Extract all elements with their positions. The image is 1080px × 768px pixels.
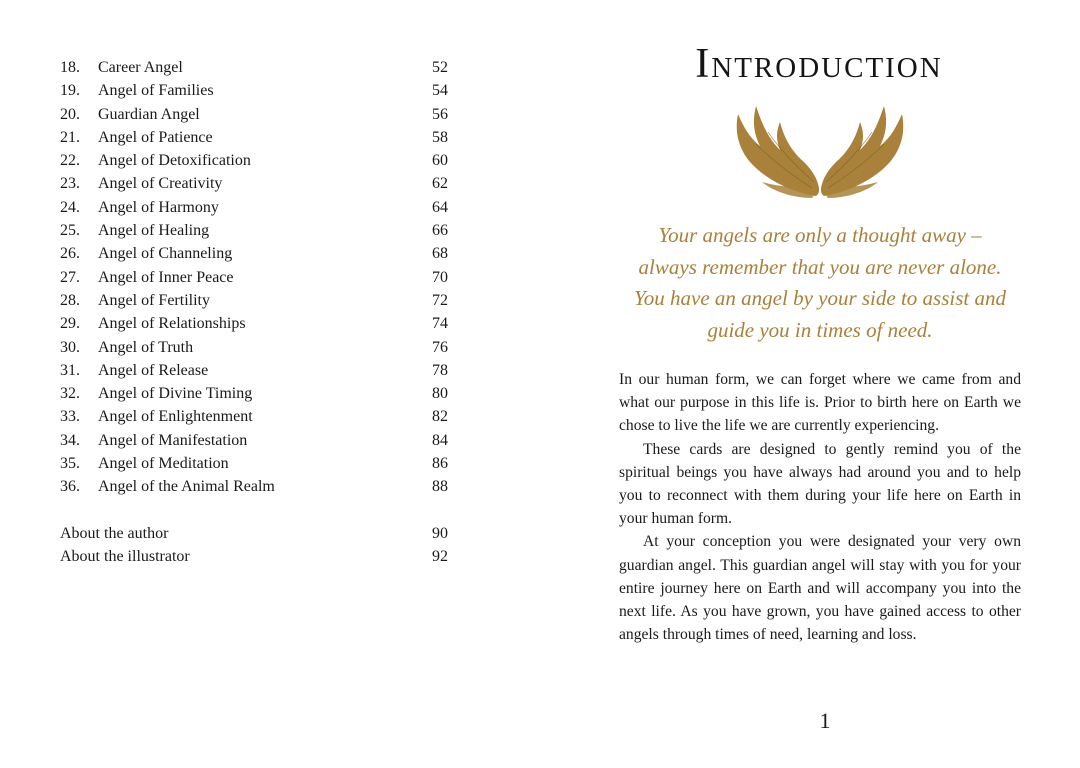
toc-entry xyxy=(60,289,450,312)
toc-entry-title: Angel of Truth xyxy=(98,338,194,356)
epigraph-quote xyxy=(610,220,1030,346)
toc-entry-title: Angel of Patience xyxy=(98,128,213,146)
toc-entry-title: Angel of Fertility xyxy=(98,291,210,309)
toc-entry xyxy=(60,196,450,219)
toc-entry-number: 21. xyxy=(60,128,80,146)
toc-entry-title: Angel of Detoxification xyxy=(98,152,251,170)
toc-entry-number: 26. xyxy=(60,245,80,263)
toc-entry-page: 72 xyxy=(432,291,448,309)
toc-entry-title: Career Angel xyxy=(98,59,183,76)
toc-entry xyxy=(60,312,450,335)
toc-entry-title: Angel of Creativity xyxy=(98,175,223,193)
toc-entry-number: 32. xyxy=(60,385,80,403)
toc-entry xyxy=(60,149,450,172)
toc-entry-number: 33. xyxy=(60,408,80,426)
toc-entry-page: 56 xyxy=(432,105,448,123)
toc-entry-title: Angel of Manifestation xyxy=(98,431,248,449)
toc-entry-title: Angel of Meditation xyxy=(98,455,229,473)
toc-entry-page: 54 xyxy=(432,82,448,100)
toc-entry-number: 22. xyxy=(60,152,80,170)
toc-entry-page: 86 xyxy=(432,455,448,473)
toc-entry xyxy=(60,126,450,149)
toc-entry xyxy=(60,56,450,79)
toc-entry xyxy=(60,79,450,102)
toc-entry-page: 90 xyxy=(432,524,448,542)
toc-entry-title: Guardian Angel xyxy=(98,105,200,123)
toc-entry xyxy=(60,336,450,359)
toc-entry xyxy=(60,103,450,126)
angel-wings-icon xyxy=(732,104,908,200)
right-page-introduction xyxy=(540,0,1080,768)
toc-entry-number: 30. xyxy=(60,338,80,356)
toc-entry-title: Angel of Harmony xyxy=(98,198,219,216)
toc-entry-page: 92 xyxy=(432,547,448,565)
quote-line: Your angels are only a thought away – xyxy=(658,223,982,247)
toc-entry-title: Angel of Enlightenment xyxy=(98,408,253,426)
toc-entry-title: Angel of the Animal Realm xyxy=(98,478,275,496)
toc-entry-number: 19. xyxy=(60,82,80,100)
introduction-body xyxy=(619,368,1021,646)
body-paragraph: These cards are designed to gently remind you of the spiritual beings you have always had around you and to help you to reconnect with them during your life here on Earth in your human form. xyxy=(619,440,1021,528)
page-number: 1 xyxy=(819,708,831,733)
toc-entry-about-illustrator xyxy=(60,545,450,568)
toc-entry-page: 76 xyxy=(432,338,448,356)
toc-entry-number: 25. xyxy=(60,222,80,240)
toc-entry-number: 31. xyxy=(60,361,80,379)
toc-entry xyxy=(60,429,450,452)
toc-entry-title: Angel of Channeling xyxy=(98,245,233,263)
toc-entry-number: 34. xyxy=(60,431,80,449)
toc-entry xyxy=(60,266,450,289)
toc-entry-title: Angel of Relationships xyxy=(98,315,246,333)
toc-entry-title: Angel of Families xyxy=(98,82,214,100)
toc-entry-page: 88 xyxy=(432,478,448,496)
toc-entry-number: 24. xyxy=(60,198,80,216)
toc-entry xyxy=(60,382,450,405)
toc-entry xyxy=(60,475,450,498)
toc-entry-page: 60 xyxy=(432,152,448,170)
quote-line: guide you in times of need. xyxy=(707,317,933,342)
toc-entry-page: 58 xyxy=(432,128,448,146)
toc-entry-title: Angel of Inner Peace xyxy=(98,268,234,286)
toc-entry-number: 27. xyxy=(60,268,80,286)
toc-entry-title: About the author xyxy=(60,524,169,542)
toc-entry-page: 68 xyxy=(432,245,448,263)
toc-entry-page: 62 xyxy=(432,175,448,193)
toc-entry-number: 28. xyxy=(60,291,80,309)
toc-entry xyxy=(60,452,450,475)
toc-entry-number: 29. xyxy=(60,315,80,333)
table-of-contents xyxy=(60,56,450,568)
toc-entry-number: 35. xyxy=(60,455,80,473)
toc-entry-number: 36. xyxy=(60,478,80,496)
toc-entry-title: Angel of Divine Timing xyxy=(98,385,253,403)
toc-entry-page: 82 xyxy=(432,408,448,426)
toc-entry-number: 20. xyxy=(60,105,80,123)
body-paragraph: In our human form, we can forget where we came from and what our purpose in this life is. Prior to birth here on Earth we chose to live the life we are currently experiencing. xyxy=(619,371,1021,435)
quote-line: You have an angel by your side to assist and xyxy=(634,286,1006,310)
toc-entry-page: 66 xyxy=(432,222,448,240)
toc-entry xyxy=(60,359,450,382)
toc-entry-number: 23. xyxy=(60,175,80,193)
toc-entry-page: 52 xyxy=(432,59,448,76)
toc-entry-page: 80 xyxy=(432,385,448,403)
toc-entry-page: 78 xyxy=(432,361,448,379)
toc-entry xyxy=(60,172,450,195)
quote-line: always remember that you are never alone. xyxy=(638,254,1002,279)
toc-entry-title: About the illustrator xyxy=(60,547,190,565)
body-paragraph: At your conception you were designated your very own guardian angel. This guardian angel will stay with you for your entire journey here on Earth and will accompany you into the next life. As you have grown, you have gained access to other angels through times of need, learning and loss. xyxy=(619,533,1021,644)
toc-entry xyxy=(60,242,450,265)
toc-entry-page: 64 xyxy=(432,198,448,216)
toc-entry-page: 84 xyxy=(432,431,448,449)
chapter-title: Introduction xyxy=(695,41,943,87)
toc-entry-number: 18. xyxy=(60,59,80,76)
toc-entry-about-author xyxy=(60,522,450,545)
toc-entry-page: 74 xyxy=(432,315,448,333)
toc-entry-title: Angel of Healing xyxy=(98,222,210,240)
toc-entry xyxy=(60,219,450,242)
toc-entry-page: 70 xyxy=(432,268,448,286)
toc-entry xyxy=(60,405,450,428)
toc-entry-title: Angel of Release xyxy=(98,361,209,379)
